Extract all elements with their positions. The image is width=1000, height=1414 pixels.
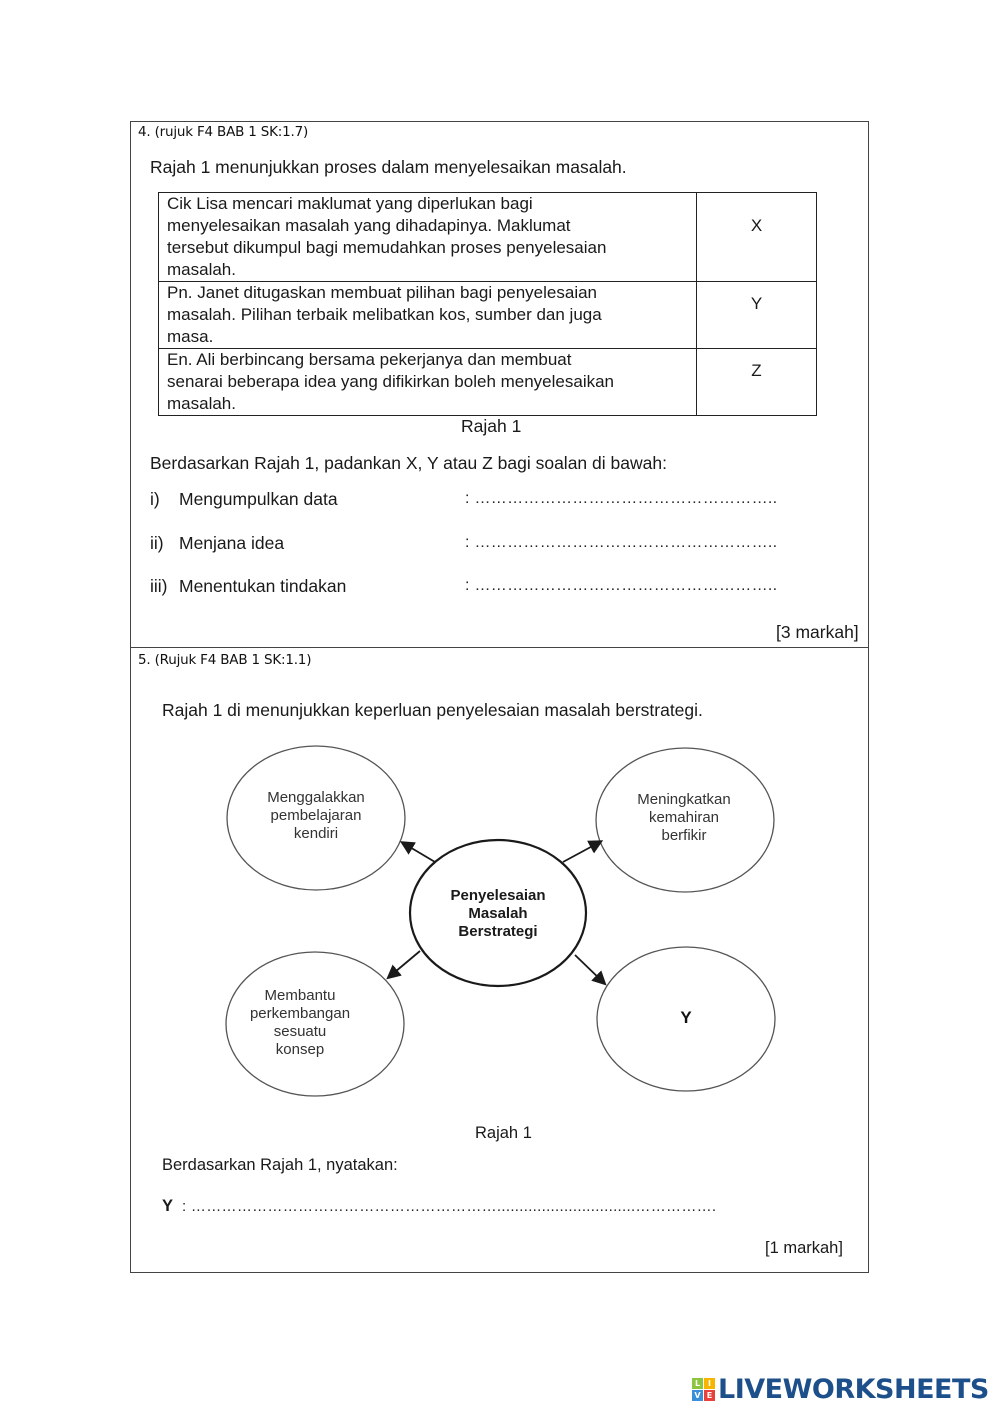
q4-item-number: iii) [150,576,168,596]
q4-item-label: Menentukan tindakan [179,576,347,596]
logo-letter-i: I [704,1378,715,1389]
q4-instruction: Berdasarkan Rajah 1, padankan X, Y atau Z bagi soalan di bawah: [150,453,667,473]
q4-marks: [3 markah] [776,622,859,642]
q4-intro: Rajah 1 menunjukkan proses dalam menyelesaikan masalah. [150,157,627,177]
node-top-right-label: Meningkatkan kemahiran berfikir [637,791,731,844]
q5-marks: [1 markah] [765,1239,843,1257]
q5-intro: Rajah 1 di menunjukkan keperluan penyelesaian masalah berstrategi. [162,700,703,720]
answer-field-iii[interactable]: : ……………………………………………….. [465,577,778,594]
logo-text: LIVEWORKSHEETS [718,1374,989,1405]
q4-item-number: ii) [150,533,164,553]
logo-letter-l: L [692,1378,703,1389]
logo-letter-e: E [704,1390,715,1401]
q4-caption: Rajah 1 [461,416,522,436]
table-row [159,193,817,282]
table-row-code: X [697,193,817,282]
q4-item-label: Mengumpulkan data [179,489,338,509]
table-row-description: Cik Lisa mencari maklumat yang diperlukan bagi menyelesaikan masalah yang dihadapinya. Maklumat tersebut dikumpul bagi memudahkan proses penyelesaian masalah. [159,193,697,282]
answer-field-ii[interactable]: : ……………………………………………….. [465,534,778,551]
q5-caption: Rajah 1 [475,1124,532,1142]
table-row-code: Y [697,282,817,349]
q5-reference: 5. (Rujuk F4 BAB 1 SK:1.1) [138,652,312,668]
node-top-left-label: Menggalakkan pembelajaran kendiri [267,789,365,842]
table-row-code: Z [697,349,817,416]
section-divider [130,647,869,648]
q4-item-number: i) [150,489,160,509]
logo-letter-v: V [692,1390,703,1401]
q5-instruction: Berdasarkan Rajah 1, nyatakan: [162,1156,398,1174]
q4-reference: 4. (rujuk F4 BAB 1 SK:1.7) [138,124,309,140]
node-bottom-left-label: Membantu perkembangan sesuatu konsep [249,987,351,1058]
node-center-label: Penyelesaian Masalah Berstrategi [450,887,546,940]
q5-answer-label: Y [162,1197,174,1215]
answer-field-i[interactable]: : ……………………………………………….. [465,490,778,507]
node-bottom-right-label: Y [680,1008,692,1027]
answer-field-y[interactable]: : ……………………………………………………...............................……………. [182,1198,717,1215]
process-table [158,192,817,416]
table-row-description: En. Ali berbincang bersama pekerjanya dan membuat senarai beberapa idea yang difikirkan boleh menyelesaikan masalah. [159,349,697,416]
logo-icon [692,1378,715,1401]
liveworksheets-logo[interactable] [692,1374,989,1405]
table-row [159,349,817,416]
table-row [159,282,817,349]
table-row-description: Pn. Janet ditugaskan membuat pilihan bagi penyelesaian masalah. Pilihan terbaik melibatkan kos, sumber dan juga masa. [159,282,697,349]
q4-item-label: Menjana idea [179,533,285,553]
